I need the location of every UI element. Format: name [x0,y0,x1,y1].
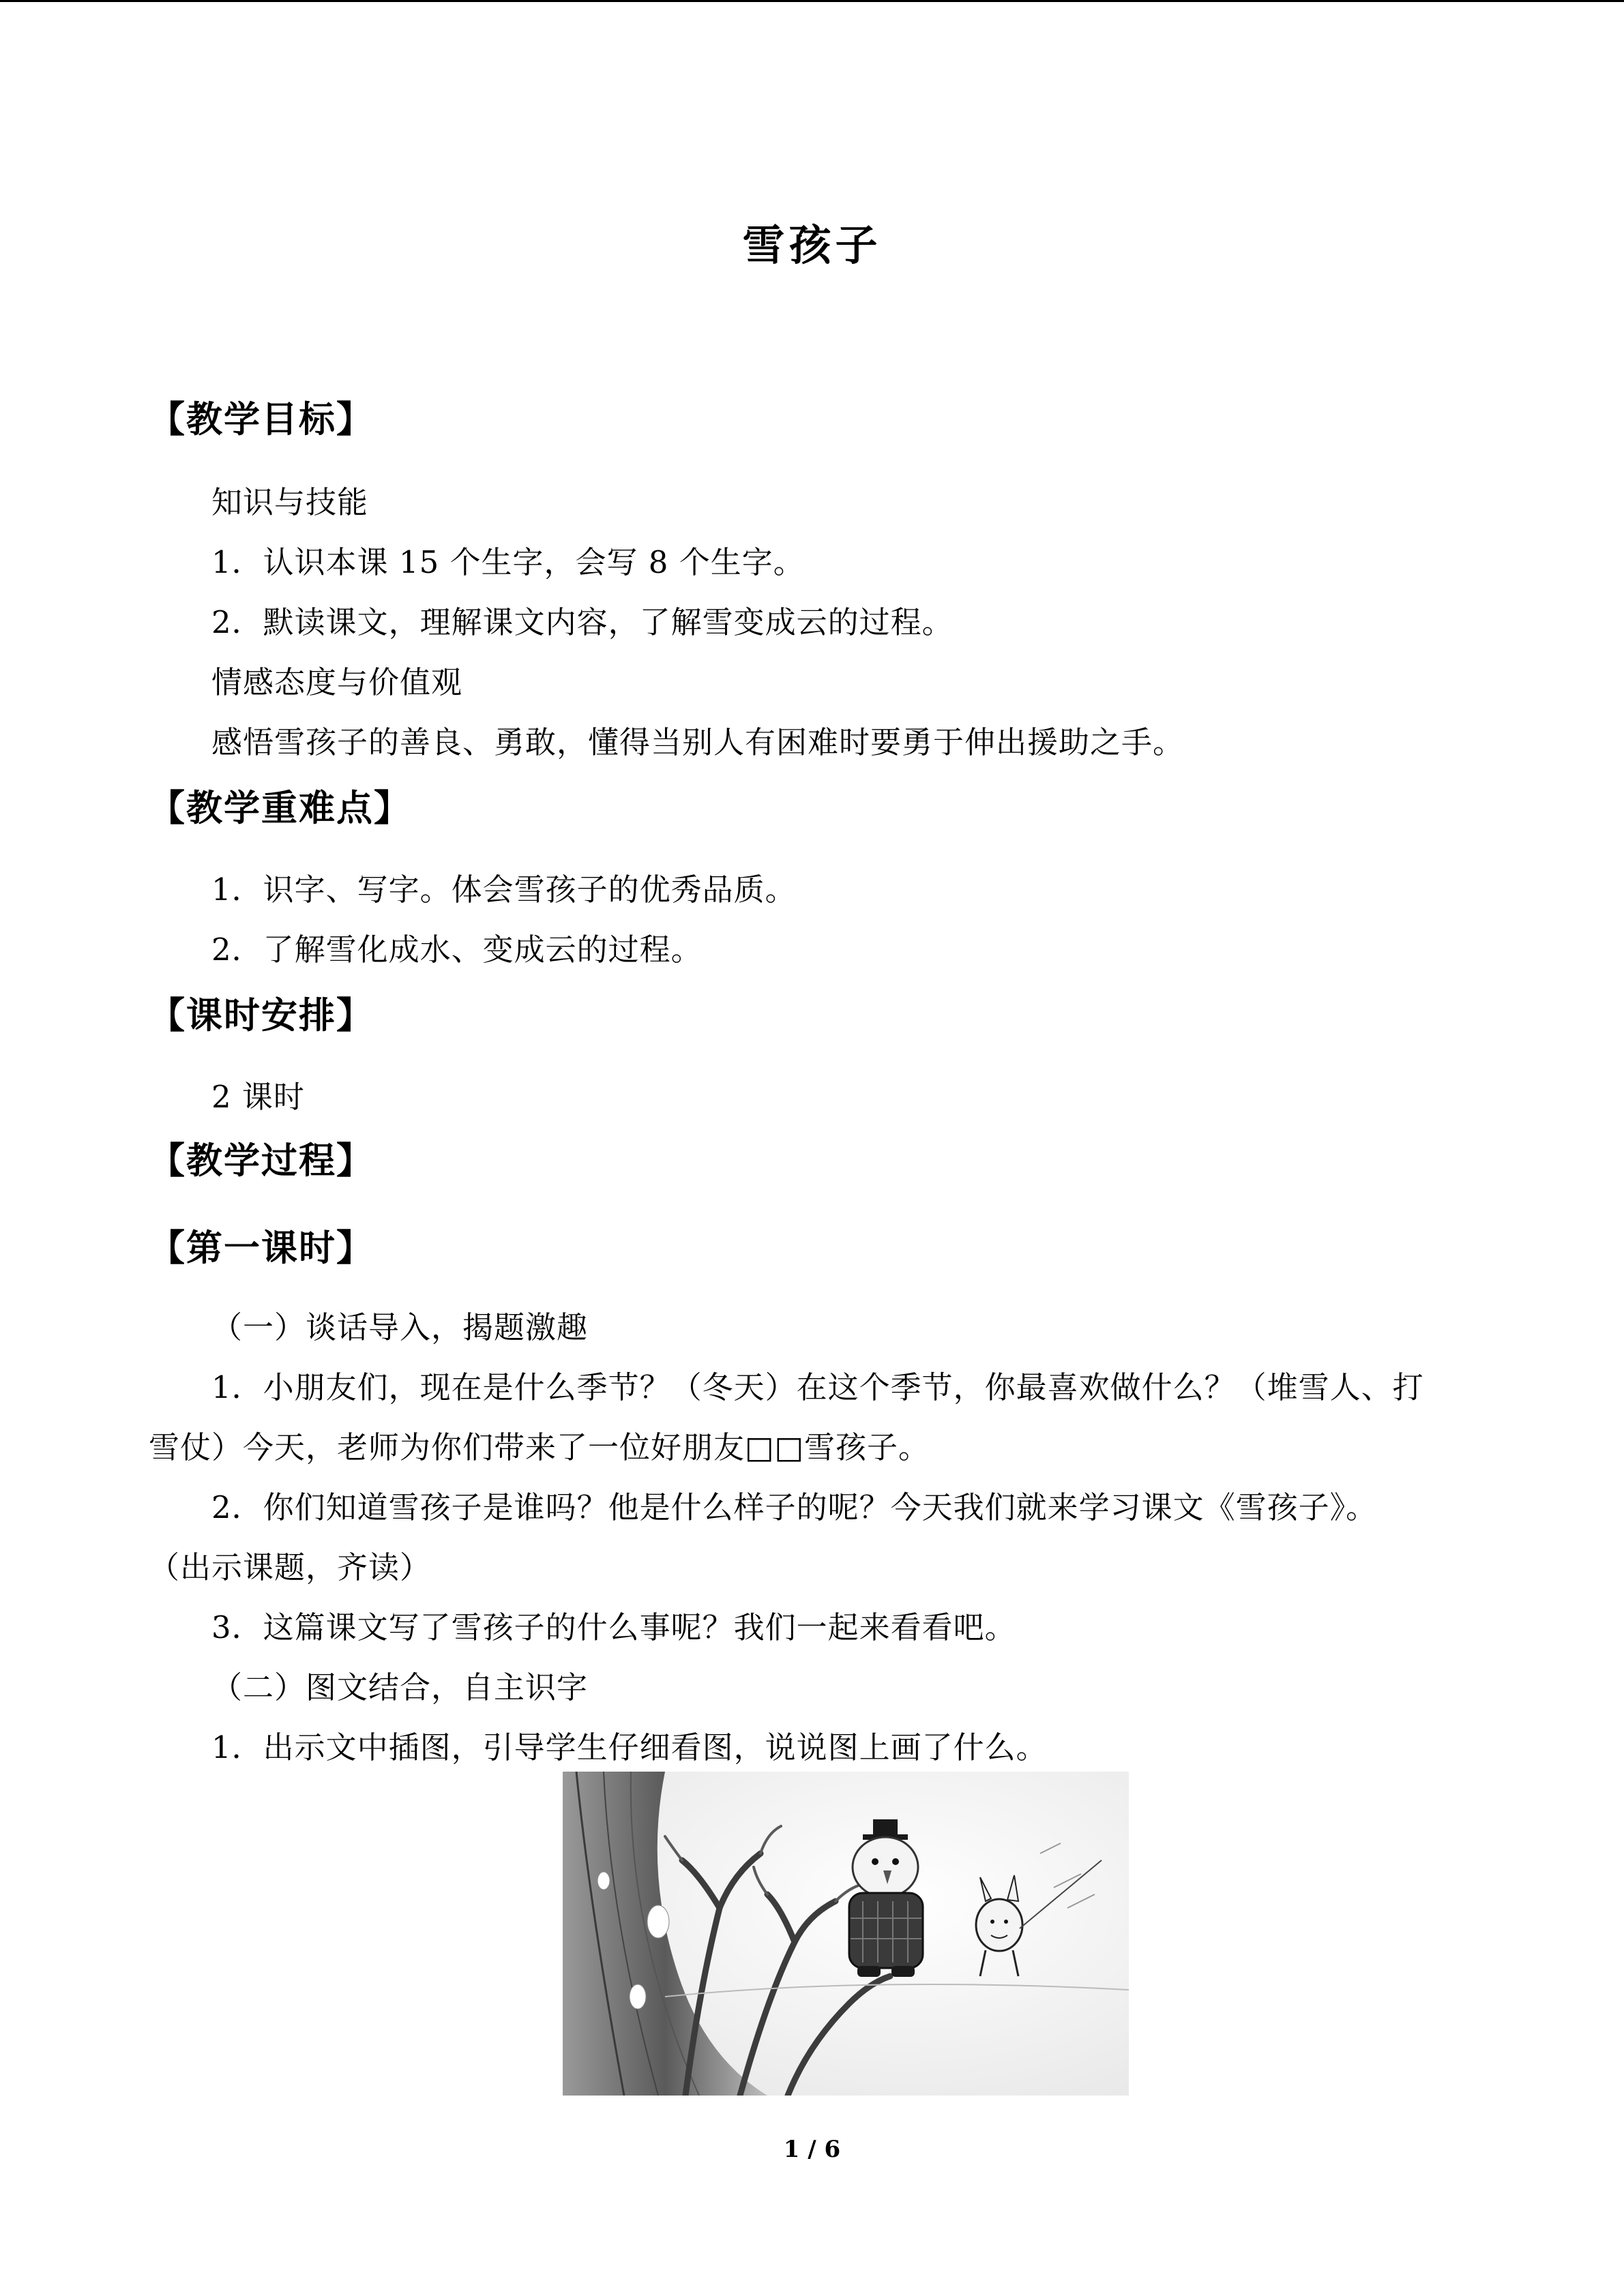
page-number: 1 / 6 [783,2136,841,2163]
lesson1-part-1-title: （一）谈话导入，揭题激趣 [211,1309,589,1345]
lesson1-part-2-title: （二）图文结合，自主识字 [211,1669,589,1705]
lesson1-paragraph-2b: （出示课题，齐读） [149,1549,432,1585]
snow-child-illustration [563,1772,1129,2096]
goals-item-1: 1．认识本课 15 个生字，会写 8 个生字。 [211,544,805,580]
lesson1-paragraph-3: 3．这篇课文写了雪孩子的什么事呢？我们一起来看看吧。 [211,1609,1016,1645]
heading-key-points: 【教学重难点】 [149,788,411,829]
heading-schedule: 【课时安排】 [149,995,374,1037]
goals-item-3: 感悟雪孩子的善良、勇敢，懂得当别人有困难时要勇于伸出援助之手。 [211,724,1185,760]
page-title: 雪孩子 [742,220,882,270]
heading-lesson-1: 【第一课时】 [149,1227,374,1269]
lesson1-paragraph-4: 1．出示文中插图，引导学生仔细看图，说说图上画了什么。 [211,1729,1048,1765]
goals-subheading-knowledge: 知识与技能 [211,484,369,520]
goals-subheading-emotion: 情感态度与价值观 [211,664,463,700]
schedule-text: 2 课时 [211,1079,305,1115]
goals-item-2: 2．默读课文，理解课文内容，了解雪变成云的过程。 [211,604,954,640]
top-border [0,0,1624,2]
keypoints-item-2: 2．了解雪化成水、变成云的过程。 [211,931,703,968]
lesson1-paragraph-1a: 1．小朋友们，现在是什么季节？（冬天）在这个季节，你最喜欢做什么？（堆雪人、打 [211,1369,1424,1405]
heading-teaching-process: 【教学过程】 [149,1140,374,1182]
keypoints-item-1: 1．识字、写字。体会雪孩子的优秀品质。 [211,871,797,908]
lesson1-paragraph-1b: 雪仗）今天，老师为你们带来了一位好朋友□□雪孩子。 [149,1429,930,1465]
lesson1-paragraph-2a: 2．你们知道雪孩子是谁吗？他是什么样子的呢？今天我们就来学习课文《雪孩子》。 [211,1489,1378,1525]
heading-teaching-goals: 【教学目标】 [149,399,374,441]
